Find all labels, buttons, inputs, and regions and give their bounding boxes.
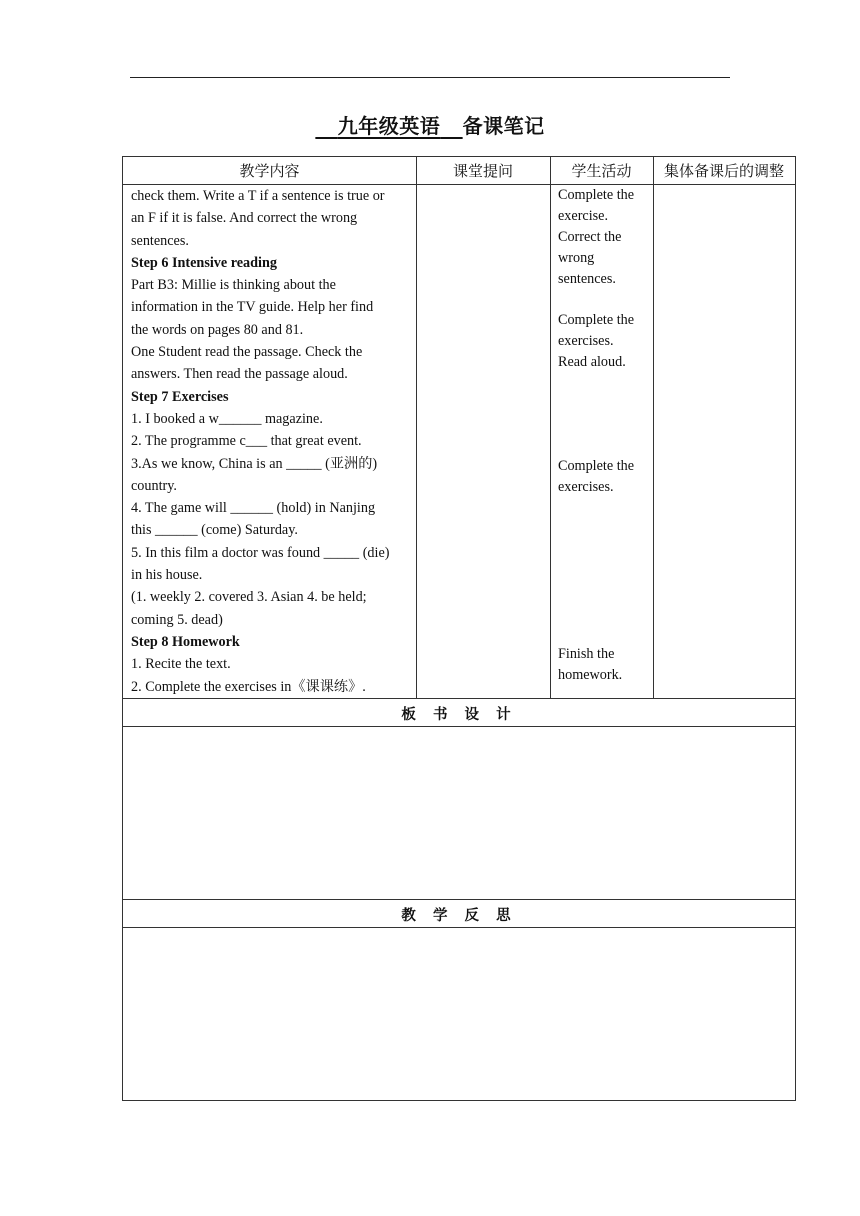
activity-line: Complete the (558, 458, 635, 474)
activity-block (558, 185, 634, 290)
column-divider (550, 157, 551, 698)
content-line: this ______ (come) Saturday. (131, 522, 298, 539)
board-design-area (123, 727, 795, 899)
lesson-table (122, 156, 796, 1101)
column-divider (416, 157, 417, 698)
content-line: an F if it is false. And correct the wrong (131, 210, 358, 227)
reflection-area (123, 928, 795, 1100)
activity-line: exercises. (558, 479, 614, 495)
activity-block (558, 456, 634, 498)
activity-line: homework. (558, 667, 623, 683)
activity-block (558, 644, 622, 686)
content-line: (1. weekly 2. covered 3. Asian 4. be held; (131, 589, 367, 606)
page-title (0, 110, 860, 139)
content-line: 3.As we know, China is an _____ (亚洲的) (131, 455, 378, 472)
content-line: Part B3: Millie is thinking about the (131, 277, 336, 294)
content-line: check them. Write a T if a sentence is true or (131, 188, 385, 204)
content-line: the words on pages 80 and 81. (131, 321, 304, 338)
content-line: information in the TV guide. Help her find (131, 299, 374, 316)
activity-line: Finish the (558, 646, 615, 662)
activity-line: exercise. (558, 208, 609, 224)
title-subject: 九年级英语 (337, 114, 441, 138)
content-line: in his house. (131, 567, 203, 584)
content-line: country. (131, 477, 177, 494)
activity-line: Complete the (558, 187, 635, 203)
column-divider (653, 157, 654, 698)
step-heading: Step 6 Intensive reading (131, 254, 277, 271)
activity-line: Read aloud. (558, 354, 626, 370)
activity-line: sentences. (558, 271, 616, 287)
col-header-activities: 学生活动 (550, 157, 653, 185)
reflection-heading: 教 学 反 思 (401, 908, 517, 924)
content-line: 2. Complete the exercises in《课课练》. (131, 678, 366, 695)
col-header-content: 教学内容 (123, 157, 416, 185)
activity-block (558, 310, 634, 373)
activity-line: wrong (558, 250, 595, 266)
content-line: 5. In this film a doctor was found _____ (die) (131, 544, 390, 561)
content-line: 1. I booked a w______ magazine. (131, 410, 323, 427)
content-line: sentences. (131, 232, 189, 249)
title-suffix: 备课笔记 (462, 114, 545, 138)
board-design-heading: 板 书 设 计 (401, 707, 517, 723)
step-heading: Step 7 Exercises (131, 388, 229, 405)
content-line: One Student read the passage. Check the (131, 344, 363, 361)
activity-line: Correct the (558, 229, 622, 245)
col-header-questions: 课堂提问 (416, 157, 550, 185)
content-line: coming 5. dead) (131, 611, 223, 628)
teaching-content-cell (131, 185, 415, 698)
row-divider (123, 698, 795, 699)
content-line: 2. The programme c___ that great event. (131, 433, 362, 450)
content-line: answers. Then read the passage aloud. (131, 366, 348, 383)
row-divider (123, 899, 795, 900)
content-line: 4. The game will ______ (hold) in Nanjing (131, 500, 376, 517)
activity-line: exercises. (558, 333, 614, 349)
step-heading: Step 8 Homework (131, 633, 240, 650)
col-header-adjustments: 集体备课后的调整 (653, 157, 795, 185)
title-underlined-subject (315, 114, 462, 138)
header-rule (130, 77, 730, 78)
content-line: 1. Recite the text. (131, 656, 231, 673)
activity-line: Complete the (558, 312, 635, 328)
